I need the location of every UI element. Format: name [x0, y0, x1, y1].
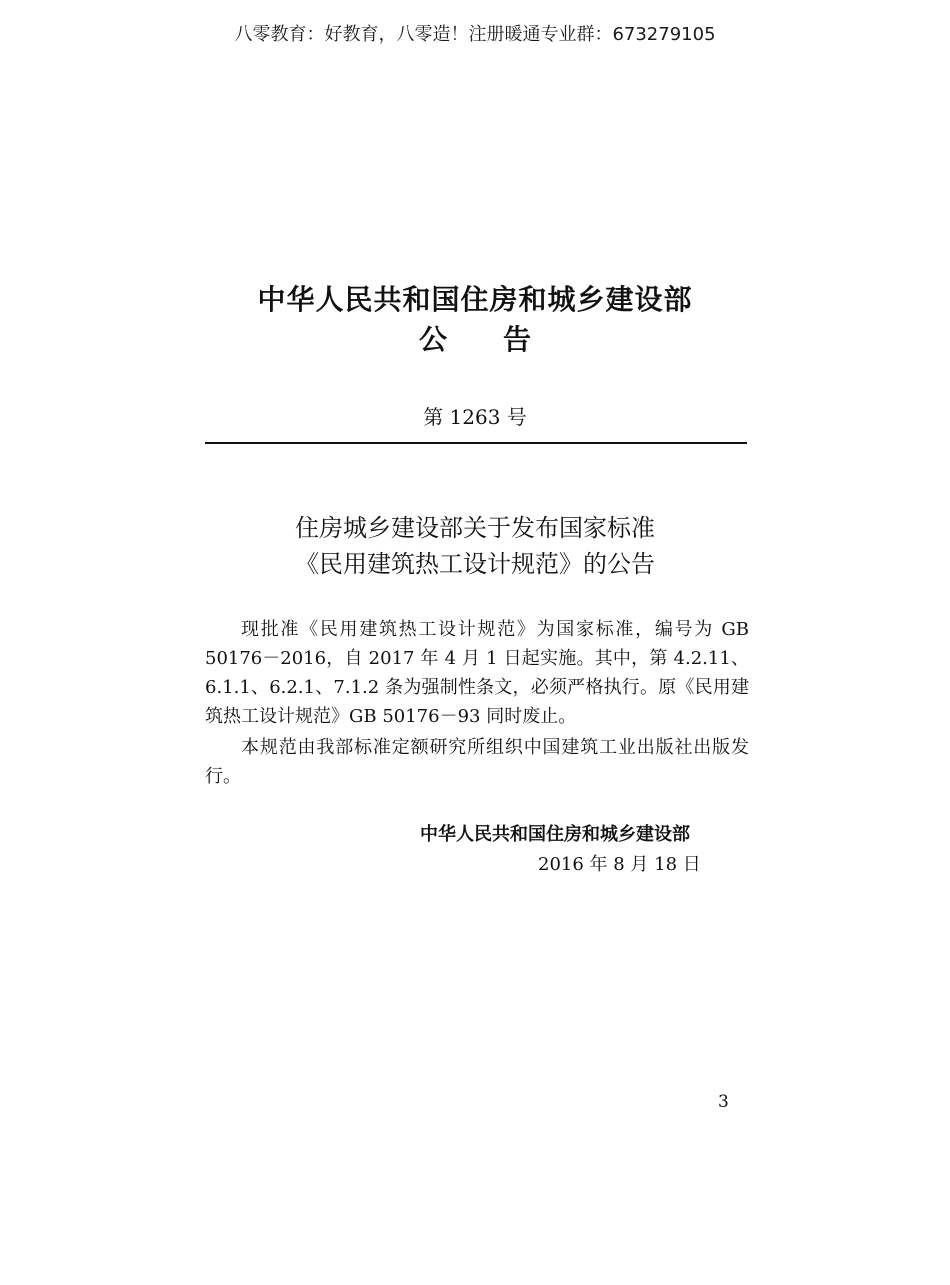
signature-date: 2016 年 8 月 18 日: [538, 854, 701, 875]
paragraph-1-text: 现批准《民用建筑热工设计规范》为国家标准，编号为 GB 50176－2016，自 2017 年 4 月 1 日起实施。其中，第 4.2.11、6.1.1、6.2.1、7.1.2 条为强制性条文，必须严格执行。原《民用建筑热工设计规范》GB 50176－93 同时废止。: [205, 619, 749, 727]
announcement-title: 公告: [418, 323, 587, 356]
subject-title-line-1: 住房城乡建设部关于发布国家标准: [295, 514, 655, 542]
notice-number: 第 1263 号: [423, 405, 527, 429]
subject-title-line-2: 《民用建筑热工设计规范》的公告: [295, 550, 655, 578]
title-divider: [205, 442, 747, 444]
paragraph-2-text: 本规范由我部标准定额研究所组织中国建筑工业出版社出版发行。: [205, 737, 749, 787]
signature-organization: 中华人民共和国住房和城乡建设部: [420, 824, 690, 845]
page-number: 3: [718, 1092, 729, 1112]
announcement-paragraph-1: [205, 615, 749, 731]
announcement-paragraph-2: [205, 733, 749, 791]
header-banner: 八零教育：好教育，八零造！注册暖通专业群：673279105: [234, 24, 716, 45]
ministry-title: 中华人民共和国住房和城乡建设部: [257, 283, 693, 316]
